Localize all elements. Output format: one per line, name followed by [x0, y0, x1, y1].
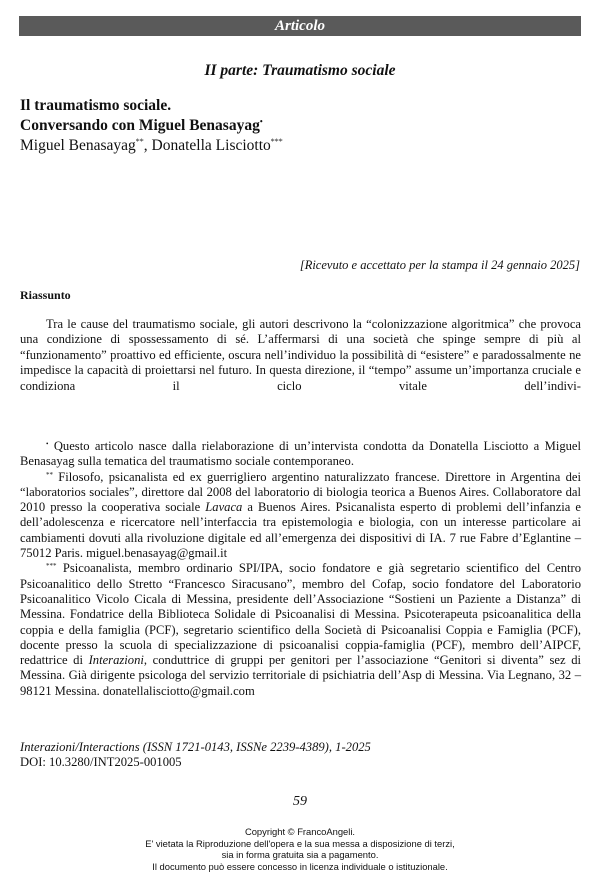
copyright-notice [0, 826, 600, 872]
section-header-label: Articolo [274, 18, 325, 34]
article-title-line-1: Il traumatismo sociale. [20, 97, 172, 114]
article-title [20, 96, 263, 136]
footnotes [20, 439, 581, 699]
abstract-heading: Riassunto [20, 288, 71, 302]
copyright-line: Il documento può essere concesso in licenza individuale o istituzionale. [152, 860, 448, 872]
journal-citation: Interazioni/Interactions (ISSN 1721-0143, ISSNe 2239-4389), 1-2025 [20, 740, 371, 754]
journal-info [20, 740, 371, 770]
page-number: 59 [293, 794, 307, 809]
abstract-body [20, 317, 581, 394]
abstract-text: Tra le cause del traumatismo sociale, gli autori descrivono la “colonizzazione algoritmica” che provoca una condizione di spossessamento di sé. L’affermarsi di una società che spinge sempre di più al “funzionamento” proattivo ed efficiente, oscura nell’individuo la possibilità di “esistere” e paradossalmente ne impedisce la capacità di proiettarsi nel futuro. In questa direzione, il “tempo” assume un’importanza cruciale e condiziona il ciclo vitale dell’indivi- [20, 317, 581, 393]
copyright-line: sia in forma gratuita sia a pagamento. [221, 849, 379, 860]
received-date: [Ricevuto e accettato per la stampa il 24 gennaio 2025] [299, 258, 580, 272]
doi[interactable]: DOI: 10.3280/INT2025-001005 [20, 755, 182, 769]
author-list: Miguel Benasayag**, Donatella Lisciotto*** [20, 137, 283, 154]
footnote-1: • Questo articolo nasce dalla rielaborazione di un’intervista condotta da Donatella Lisciotto a Miguel Benasayag sulla tematica del traumatismo sociale contemporaneo. [20, 439, 582, 469]
copyright-line: Copyright © FrancoAngeli. [244, 826, 356, 837]
author-name: Donatella Lisciotto [151, 137, 271, 154]
footnote-ref-3[interactable]: *** [270, 137, 283, 146]
article-title-line-2: Conversando con Miguel Benasayag• [20, 117, 263, 134]
footnote-ref-2[interactable]: ** [135, 137, 144, 146]
section-header-bar [19, 16, 581, 36]
footnote-ref-1[interactable]: • [259, 117, 263, 126]
copyright-line: E' vietata la Riproduzione dell'opera e la sua messa a disposizione di terzi, [145, 837, 455, 849]
author-name: Miguel Benasayag [20, 137, 136, 154]
footnote-3: *** Psicoanalista, membro ordinario SPI/IPA, socio fondatore e già segretario scientifico del Centro Psicoanalitico dello Stretto “Francesco Siracusano”, membro del Cofap, socio fondatore del Laboratorio Psicoanalitico Vicolo Cicala di Messina, presidente dell’Associazione “Sostieni un Paziente a Distanza” di Messina. Fondatrice della Biblioteca Solidale di Psicoanalisi di Messina. Psicoterapeuta psicoanalitica della coppia e della famiglia (PCF), segretario scientifico della Società di Psicoanalisi Coppia e Famiglia (PCF), docente presso la scuola di specializzazione di psicoanalisi coppia-famiglia (PCF), membro dell’AIPCF, redattrice di Interazioni, conduttrice di gruppi per genitori per l’associazione “Genitori si diventa” sez di Messina. Già dirigente psicologa del servizio territoriale di psichiatria dell’Asp di Messina. Via Legnano, 32 – 98121 Messina. donatellalisciotto@gmail.com [20, 561, 581, 698]
footnote-2: ** Filosofo, psicanalista ed ex guerrigliero argentino naturalizzato francese. Direttore in Argentina dei “laboratorios sociales”, direttore dal 2008 del laboratorio di biologia teorica a Buenos Aires. Collaboratore dal 2010 presso la cooperativa sociale Lavaca a Buenos Aires. Psicanalista esperto di problemi dell’infanzia e dell’adolescenza e ricercatore nell’interfaccia tra epistemologia e biologia, con un interesse particolare ai cambiamenti dovuti alla rivoluzione digitale ed all’emergenza dei dispositivi di IA. 7 rue Fabre d’Eglantine – 75012 Paris. miguel.benasayag@gmail.it [20, 469, 581, 561]
part-title: II parte: Traumatismo sociale [204, 62, 396, 79]
